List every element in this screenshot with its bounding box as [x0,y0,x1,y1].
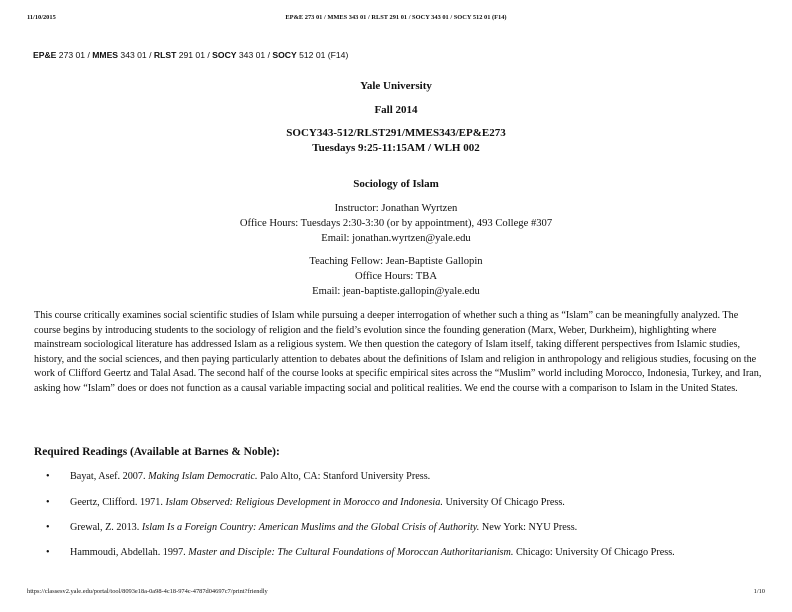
bullet: • [46,522,50,533]
reading-publisher: Chicago: University Of Chicago Press. [513,547,675,558]
tf-name: Teaching Fellow: Jean-Baptiste Gallopin [309,256,483,267]
reading-item [46,471,430,482]
course-number: 512 01 (F14) [296,50,349,60]
instructor-office-hours: Office Hours: Tuesdays 2:30-3:30 (or by appointment), 493 College #307 [239,218,553,229]
instructor-name: Instructor: Jonathan Wyrtzen [334,203,458,214]
course-title: Sociology of Islam [353,178,439,190]
bullet: • [46,497,50,508]
course-number: 291 01 / [176,50,213,60]
course-code: SOCY [272,50,297,60]
reading-citation: Grewal, Z. 2013. [70,522,142,533]
page-number: 1/10 [753,588,765,595]
reading-item [46,522,577,533]
reading-citation: Geertz, Clifford. 1971. [70,497,166,508]
course-code: EP&E [33,50,57,60]
university-name: Yale University [360,80,432,92]
course-code: MMES [92,50,119,60]
course-code: SOCY [212,50,237,60]
reading-publisher: New York: NYU Press. [479,522,578,533]
course-schedule: Tuesdays 9:25-11:15AM / WLH 002 [312,142,480,154]
bullet: • [46,471,50,482]
print-title: EP&E 273 01 / MMES 343 01 / RLST 291 01 / SOCY 343 01 / SOCY 512 01 (F14) [285,14,507,21]
print-header [27,14,765,26]
course-numbers: SOCY343-512/RLST291/MMES343/EP&E273 [286,127,506,139]
course-code: RLST [153,50,177,60]
course-number: 273 01 / [56,50,93,60]
readings-heading: Required Readings (Available at Barnes & Noble): [34,446,280,458]
reading-item [46,547,675,558]
instructor-email: Email: jonathan.wyrtzen@yale.edu [321,233,471,244]
reading-title: Making Islam Democratic. [148,471,258,482]
reading-title: Islam Observed: Religious Development in Morocco and Indonesia. [165,497,443,508]
print-date: 11/10/2015 [27,14,56,21]
print-footer [27,588,765,600]
print-url: https://classesv2.yale.edu/portal/tool/8093e18a-0a98-4c18-974c-4787d04697c7/print?friendly [27,588,268,595]
reading-title: Master and Disciple: The Cultural Foundations of Moroccan Authoritarianism. [188,547,514,558]
reading-publisher: University Of Chicago Press. [442,497,565,508]
course-number: 343 01 / [118,50,154,60]
reading-citation: Bayat, Asef. 2007. [70,471,149,482]
reading-title: Islam Is a Foreign Country: American Muslims and the Global Crisis of Authority. [141,522,480,533]
tf-email: Email: jean-baptiste.gallopin@yale.edu [312,286,480,297]
reading-publisher: Palo Alto, CA: Stanford University Press. [257,471,431,482]
reading-citation: Hammoudi, Abdellah. 1997. [70,547,189,558]
course-description: This course critically examines social scientific studies of Islam while pursuing a deeper interrogation of whether such a thing as “Islam” can be meaningfully analyzed. The course begins by introducing students to the sociology of religion and the field’s evolution since the founding generation (Marx, Weber, Durkheim), highlighting where mainstream sociological literature has addressed Islam as a religious system. We then question the category of Islam itself, taking different perspectives from Islamic studies, history, and the social sciences, and then paying particularly attention to debates about the definitions of Islam and religion in anthropology and religious studies, focusing on the work of Clifford Geertz and Talal Asad. The second half of the course looks at specific empirical sites across the “Muslim” world including Morocco, Indonesia, Turkey, and Iran, asking how “Islam” does or does not function as a causal variable impacting social and political realities. We end the course with a comparison to Islam in the United States. [34,310,762,394]
term: Fall 2014 [374,104,418,116]
course-tab [33,50,348,60]
tf-office-hours: Office Hours: TBA [355,271,437,282]
reading-item [46,497,565,508]
course-number: 343 01 / [236,50,273,60]
bullet: • [46,547,50,558]
